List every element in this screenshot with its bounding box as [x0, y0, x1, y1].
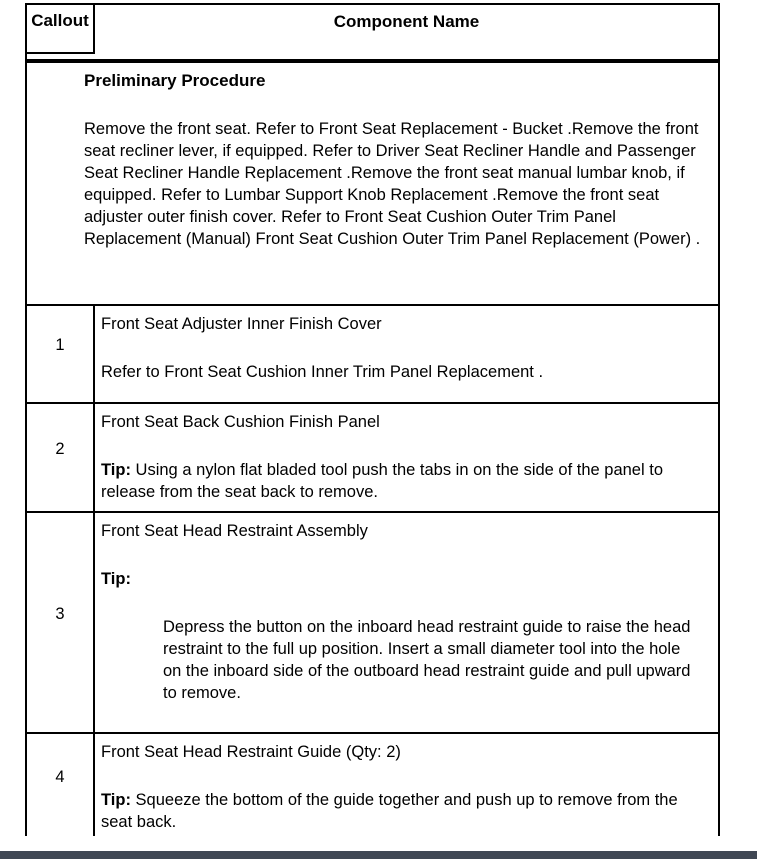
tip-label: Tip:	[101, 461, 131, 479]
component-name-text: Front Seat Back Cushion Finish Panel	[101, 413, 380, 431]
component-name-text: Front Seat Head Restraint Guide (Qty: 2)	[101, 743, 401, 761]
window-bottom-edge	[0, 851, 757, 859]
component-name-text: Front Seat Head Restraint Assembly	[101, 522, 368, 540]
callout-number: 2	[27, 404, 95, 511]
component-table	[25, 3, 720, 836]
component-cell	[95, 404, 718, 511]
component-cell	[95, 513, 718, 732]
callout-number: 1	[27, 306, 95, 402]
table-row	[27, 404, 718, 513]
table-header-row	[27, 5, 718, 63]
component-name-text: Front Seat Adjuster Inner Finish Cover	[101, 315, 382, 333]
callout-number: 3	[27, 513, 95, 732]
table-row	[27, 734, 718, 836]
callout-number: 4	[27, 734, 95, 836]
preliminary-procedure-row	[27, 63, 718, 306]
component-note-text: Refer to Front Seat Cushion Inner Trim Panel Replacement .	[101, 363, 544, 381]
component-cell	[95, 734, 718, 836]
component-tip-text	[101, 789, 706, 833]
tip-body: Using a nylon flat bladed tool push the tabs in on the side of the panel to release from the seat back to remove.	[101, 461, 663, 501]
tip-label: Tip:	[101, 791, 131, 809]
component-tip-text	[101, 459, 706, 503]
header-cell-callout: Callout	[27, 5, 95, 54]
table-row	[27, 513, 718, 734]
tip-label: Tip:	[101, 570, 131, 588]
preliminary-procedure-text: Remove the front seat. Refer to Front Seat Replacement - Bucket .Remove the front seat recliner lever, if equipped. Refer to Driver Seat Recliner Handle and Passenger Seat Recliner Handle Replacement .Remove the front seat manual lumbar knob, if equipped. Refer to Lumbar Support Knob Replacement .Remove the front seat adjuster outer finish cover. Refer to Front Seat Cushion Outer Trim Panel Replacement (Manual) Front Seat Cushion Outer Trim Panel Replacement (Power) .	[84, 120, 701, 248]
preliminary-procedure-title: Preliminary Procedure	[84, 71, 266, 90]
table-row	[27, 306, 718, 404]
header-cell-component-name: Component Name	[333, 12, 480, 31]
tip-body-indented: Depress the button on the inboard head restraint guide to raise the head restraint to the full up position. Insert a small diameter tool into the hole on the inboard side of the outboard head restraint guide and pull upward to remove.	[163, 618, 691, 702]
component-cell	[95, 306, 718, 402]
tip-body: Squeeze the bottom of the guide together and push up to remove from the seat back.	[101, 791, 678, 831]
